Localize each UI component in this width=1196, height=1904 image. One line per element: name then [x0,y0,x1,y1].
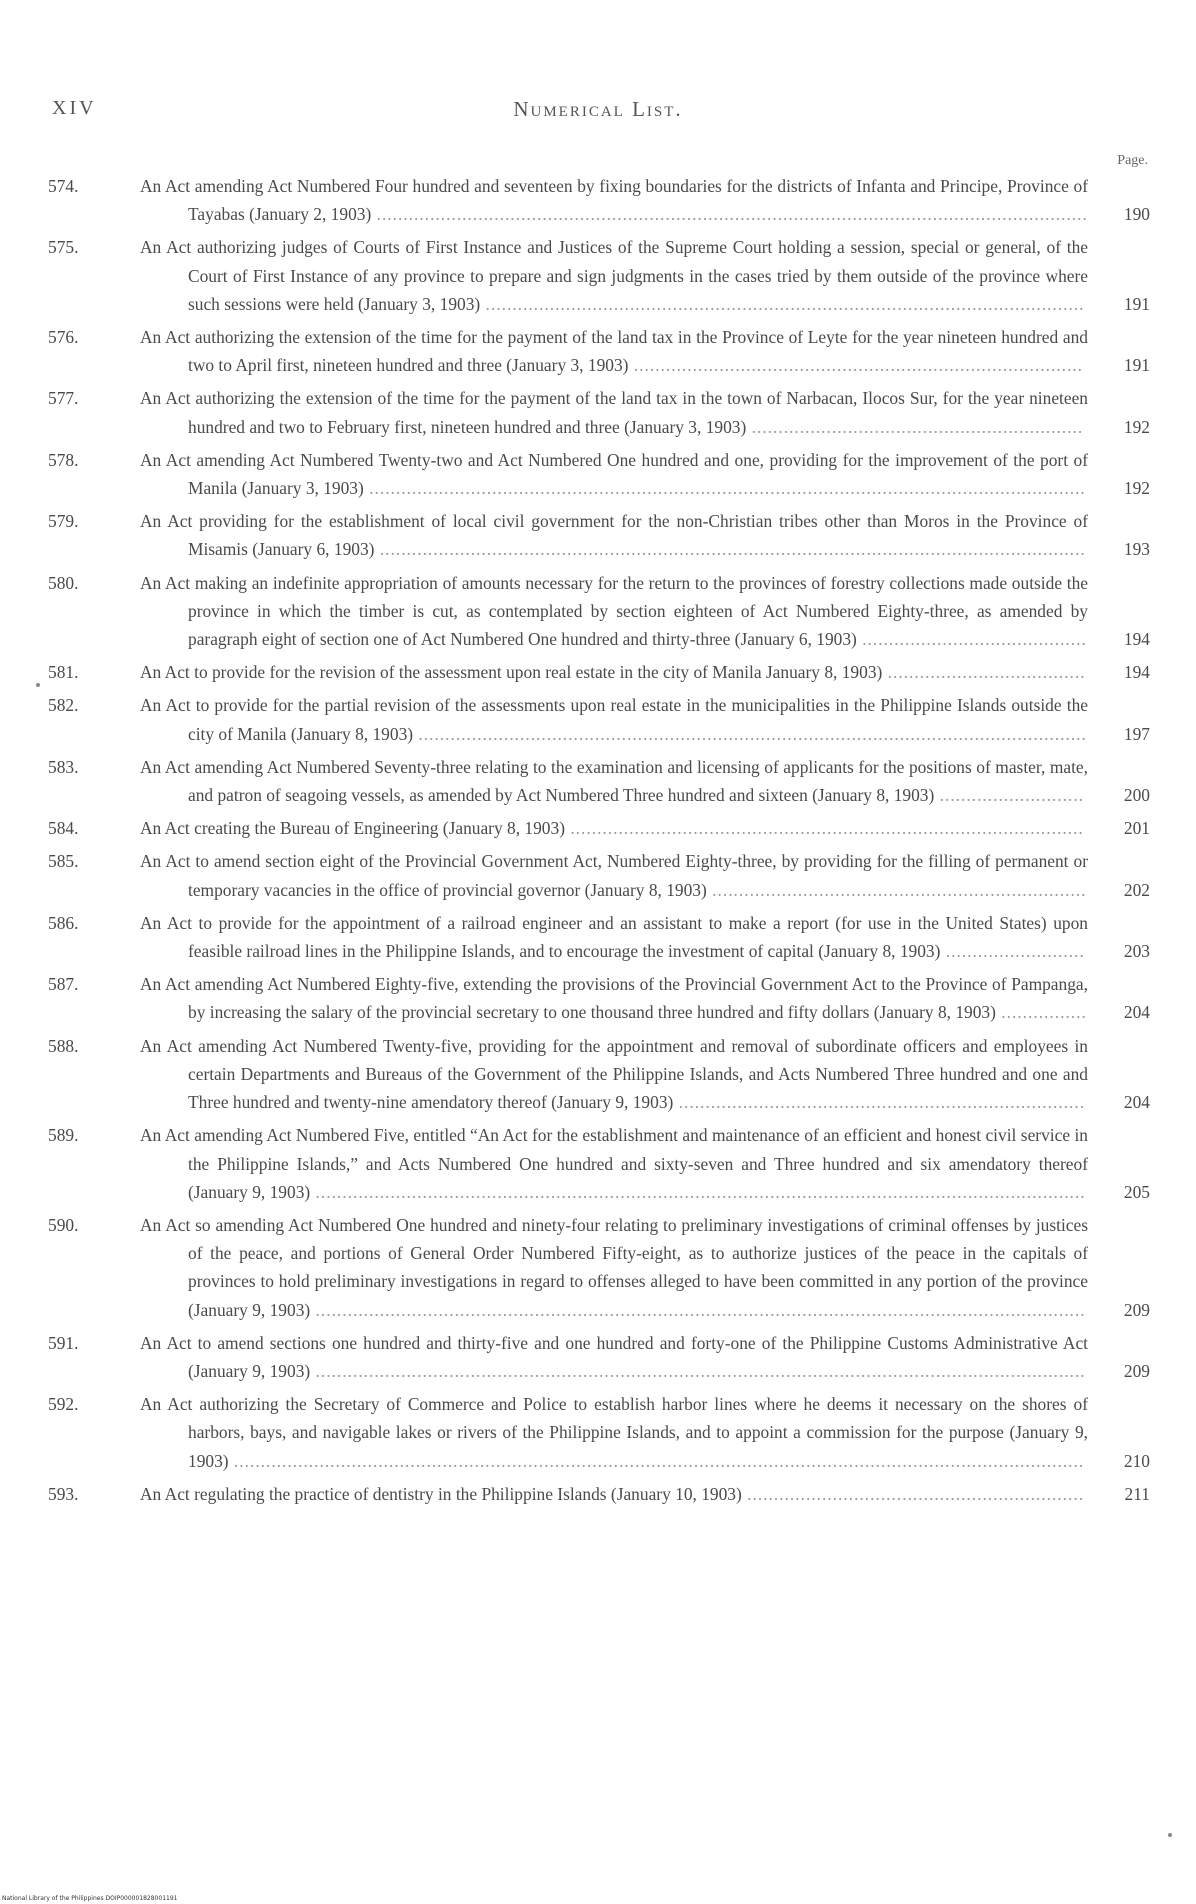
act-title-text: Act amending Act Numbered Twenty-five, providing for the appointment and removal of subordinate officers and employees in certain Departments and Bureaus of the Government of the Philippine Islands, and Acts Numbered Three hundred and one and Three hundred and twenty-nine amendatory thereof (January 9, 1903) [166,1035,1088,1113]
act-lead-word: An [140,1125,162,1146]
scan-speck [36,683,40,687]
act-description [140,384,1088,440]
act-number: 583. [48,756,79,777]
act-number: 577. [48,388,79,409]
act-title-text: Act amending Act Numbered Twenty-two and Act Numbered One hundred and one, providing for the improvement of the port of Manila (January 3, 1903) [165,449,1088,499]
act-description [140,1390,1088,1475]
act-lead-word: An [140,1483,162,1504]
act-description [140,233,1088,318]
act-title-text: Act to provide for the revision of the assessment upon real estate in the city of Manila January 8, 1903) [164,662,883,683]
act-page-number: 194 [1123,662,1150,683]
act-title-text: Act to provide for the appointment of a railroad engineer and an assistant to make a report (for use in the United States) upon feasible railroad lines in the Philippine Islands, and to encourage the investment of capital (January 8, 1903) [166,912,1088,962]
act-entry [48,384,1150,440]
dot-leader: .......................................... [856,629,1087,650]
act-lead-word: An [140,1394,162,1415]
act-description [140,1032,1088,1117]
act-lead-word: An [140,327,162,348]
act-number: 592. [48,1394,79,1415]
act-entry [48,814,1150,842]
dot-leader: ................ [995,1002,1087,1023]
act-number: 581. [48,662,79,683]
act-entry [48,1121,1150,1206]
act-entry [48,847,1150,903]
act-number: 591. [48,1332,79,1353]
act-page-number: 197 [1123,723,1150,744]
act-description [140,753,1088,809]
act-description [140,1480,1088,1508]
act-page-number: 204 [1123,1092,1150,1113]
act-title-text: Act authorizing the extension of the time for the payment of the land tax in the Province of Leyte for the year nineteen hundred and two to April first, nineteen hundred and three (January 3, 1903) [165,327,1088,376]
act-description [140,691,1088,747]
dot-leader: ................................................................................................................................................ [310,1360,1086,1381]
act-page-number: 191 [1123,355,1150,376]
act-entry [48,172,1150,228]
act-page-number: 193 [1123,539,1150,560]
act-description [140,1121,1088,1206]
dot-leader: ................................................................................................................................................ [310,1299,1086,1320]
act-title-text: Act so amending Act Numbered One hundred and ninety-four relating to preliminary investigations of criminal offenses by justices of the peace, and portions of General Order Numbered Fifty-eight, as to authorize justices of the peace in the capitals of provinces to hold preliminary investigations in regard to offenses alleged to have been committed in any portion of the province (January 9, 1903) [165,1214,1088,1320]
page-title: Numerical List. [513,97,683,121]
act-number: 578. [48,449,79,470]
dot-leader: ...................................................................................................................................... [363,478,1086,499]
act-number: 584. [48,818,79,839]
dot-leader: ............................................................... [741,1483,1085,1504]
dot-leader: .................................................................................... [628,355,1084,376]
act-description [140,446,1088,502]
act-title-text: Act to amend section eight of the Provincial Government Act, Numbered Eighty-three, by providing for the filling of permanent or temporary vacancies in the office of provincial governor (January 8, 1903) [165,851,1088,900]
act-title-text: Act amending Act Numbered Eighty-five, extending the provisions of the Provincial Government Act to the Province of Pampanga, by increasing the salary of the provincial secretary to one thousand three hundred and fifty dollars (January 8, 1903) [165,974,1088,1023]
act-page-number: 192 [1123,416,1150,437]
act-lead-word: An [140,695,162,716]
dot-leader: ..................................... [882,662,1086,683]
dot-leader: .............................................................. [746,416,1084,437]
act-title-text: Act amending Act Numbered Four hundred and seventeen by fixing boundaries for the districts of Infanta and Principe, Province of Tayabas (January 2, 1903) [165,176,1088,225]
act-page-number: 211 [1124,1483,1150,1504]
act-title-text: Act to amend sections one hundred and thirty-five and one hundred and forty-one of the Philippine Customs Administrative Act (January 9, 1903) [166,1332,1088,1381]
page-column-label: Page. [1117,153,1148,168]
act-number: 586. [48,912,79,933]
act-title-text: Act making an indefinite appropriation of amounts necessary for the return to the provinces of forestry collections made outside the province in which the timber is cut, as contemplated by section eighteen of Act Numbered Eighty-three, as amended by paragraph eight of section one of Act Numbered One hundred and thirty-three (January 6, 1903) [165,572,1088,650]
act-page-number: 200 [1123,785,1150,806]
dot-leader: ............................................................................................................................. [413,723,1087,744]
act-lead-word: An [140,176,162,196]
act-page-number: 201 [1123,818,1150,839]
act-lead-word: An [140,388,162,409]
dot-leader: .................................................................................................................................... [374,539,1086,560]
act-number: 582. [48,695,79,716]
act-description [140,909,1088,965]
act-entry [48,1329,1150,1385]
act-entry [48,569,1150,654]
dot-leader: ...................................................................... [706,879,1087,900]
dot-leader: ................................................................................................................ [480,293,1085,314]
act-page-number: 210 [1123,1450,1150,1471]
act-lead-word: An [140,449,162,470]
act-entry [48,507,1150,563]
dot-leader: ................................................................................................................................................ [310,1181,1086,1202]
dot-leader: .......................... [940,941,1085,962]
act-title-text: Act providing for the establishment of local civil government for the non-Christian tribes other than Moros in the Province of Misamis (January 6, 1903) [167,511,1088,560]
act-title-text: Act creating the Bureau of Engineering (January 8, 1903) [164,818,565,839]
act-entry [48,1032,1150,1117]
act-entry [48,323,1150,379]
act-entry [48,753,1150,809]
act-lead-word: An [140,912,162,933]
act-description [140,970,1088,1026]
act-entry [48,970,1150,1026]
act-entry [48,446,1150,502]
act-entry [48,1480,1150,1508]
act-entry [48,691,1150,747]
act-description [140,569,1088,654]
act-title-text: Act amending Act Numbered Seventy-three relating to the examination and licensing of applicants for the positions of master, mate, and patron of seagoing vessels, as amended by Act Numbered Three hundred and sixteen (January 8, 1903) [164,756,1088,806]
act-page-number: 194 [1123,629,1150,650]
act-lead-word: An [140,1214,162,1235]
act-lead-word: An [140,572,162,593]
dot-leader: ............................................................................................................................................................... [228,1450,1085,1471]
act-number: 590. [48,1214,79,1235]
act-number: 589. [48,1125,79,1146]
dot-leader: ........................... [934,785,1085,806]
act-lead-word: An [140,851,162,872]
act-lead-word: An [140,662,162,683]
act-description [140,1329,1088,1385]
act-description [140,847,1088,903]
dot-leader: ..................................................................................................................................... [371,204,1088,225]
act-page-number: 202 [1123,879,1150,900]
act-entry [48,1390,1150,1475]
act-page-number: 203 [1123,941,1150,962]
act-number: 587. [48,974,79,995]
act-description [140,1211,1088,1324]
act-page-number: 204 [1123,1002,1150,1023]
act-lead-word: An [140,511,162,532]
act-number: 593. [48,1483,79,1504]
act-page-number: 190 [1123,204,1150,225]
act-number: 588. [48,1035,79,1056]
act-lead-word: An [140,1035,162,1056]
act-lead-word: An [140,756,162,777]
act-list [48,172,1150,1513]
act-entry [48,909,1150,965]
act-page-number: 191 [1123,293,1150,314]
act-title-text: Act regulating the practice of dentistry in the Philippine Islands (January 10, 1903) [164,1483,742,1504]
act-description [140,507,1088,563]
act-number: 585. [48,851,79,872]
act-entry [48,233,1150,318]
act-number: 574. [48,176,79,196]
act-number: 579. [48,511,79,532]
act-number: 576. [48,327,79,348]
act-lead-word: An [140,818,162,839]
page-roman-numeral: XIV [52,97,97,119]
dot-leader: ............................................................................ [673,1092,1086,1113]
scan-speck [1168,1833,1172,1837]
act-page-number: 209 [1123,1299,1150,1320]
act-description [140,323,1088,379]
act-number: 580. [48,572,79,593]
act-title-text: Act to provide for the partial revision of the assessments upon real estate in the municipalities in the Philippine Islands outside the city of Manila (January 8, 1903) [165,695,1088,744]
act-page-number: 192 [1123,478,1150,499]
act-lead-word: An [140,1332,162,1353]
act-entry [48,1211,1150,1324]
act-lead-word: An [140,237,162,258]
act-title-text: Act amending Act Numbered Five, entitled “An Act for the establishment and maintenance of an efficient and honest civil service in the Philippine Islands,” and Acts Numbered One hundred and sixty-seven and Three hundred and six amendatory thereof (January 9, 1903) [164,1125,1088,1202]
act-title-text: Act authorizing the Secretary of Commerce and Police to establish harbor lines where he deems it necessary on the shores of harbors, bays, and navigable lakes or rivers of the Philippine Islands, and to appoint a commission for the purpose (January 9, 1903) [167,1394,1088,1471]
act-page-number: 209 [1123,1360,1150,1381]
act-lead-word: An [140,974,162,995]
act-number: 575. [48,237,79,258]
act-description [140,172,1088,228]
act-title-text: Act authorizing judges of Courts of First Instance and Justices of the Supreme Court holding a session, special or general, of the Court of First Instance of any province to prepare and sign judgments in the cases tried by them outside of the province where such sessions were held (January 3, 1903) [166,237,1088,314]
act-title-text: Act authorizing the extension of the time for the payment of the land tax in the town of Narbacan, Ilocos Sur, for the year nineteen hundred and two to February first, nineteen hundred and three (January 3, 1903) [165,388,1088,437]
act-description [140,814,1088,842]
act-description [140,658,1088,686]
dot-leader: ................................................................................................ [564,818,1084,839]
act-page-number: 205 [1123,1181,1150,1202]
act-entry [48,658,1150,686]
scan-source-footer: National Library of the Philippines DOIP000001828001191 [2,1895,178,1902]
